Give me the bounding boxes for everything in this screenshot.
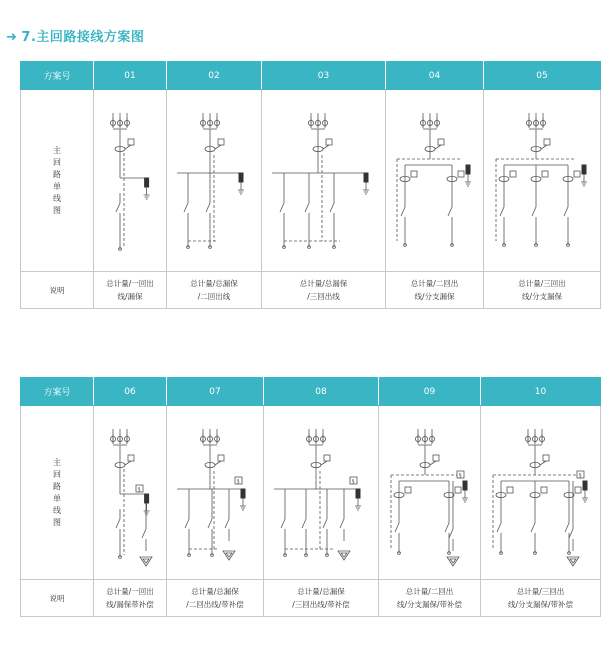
scheme-description: 总计量/三回出 线/分支漏保 [484, 272, 601, 309]
scheme-number: 01 [94, 62, 167, 90]
breaker-symbol [565, 523, 569, 532]
meter-box-symbol [324, 455, 330, 461]
wire-line [540, 461, 546, 465]
breaker-symbol [395, 523, 399, 532]
breaker-symbol [330, 203, 334, 212]
controller-glyph: § [138, 486, 141, 493]
wire-line [125, 145, 131, 149]
meter-box-symbol [218, 139, 224, 145]
single-line-diagram [381, 407, 479, 579]
breaker-symbol [302, 519, 306, 528]
breaker-symbol [225, 519, 229, 528]
scheme-number: 05 [484, 62, 601, 90]
section-heading [6, 26, 144, 45]
meter-box-symbol [405, 487, 411, 493]
breaker-symbol [142, 529, 146, 538]
capacitor-symbol [223, 551, 235, 560]
scheme-number: 06 [94, 378, 167, 406]
surge-arrester-symbol [241, 489, 245, 498]
description-row [21, 272, 601, 309]
wiring-diagram [167, 406, 264, 580]
breaker-symbol [497, 523, 501, 532]
scheme-description: 总计量/三回出 线/分支漏保/带补偿 [481, 580, 601, 617]
meter-box-symbol [433, 455, 439, 461]
scheme-number: 10 [481, 378, 601, 406]
diagram-row [21, 90, 601, 272]
breaker-symbol [184, 203, 188, 212]
meter-box-symbol [438, 139, 444, 145]
breaker-symbol [569, 529, 573, 538]
wire-line [125, 461, 131, 465]
wiring-diagram [167, 90, 262, 272]
scheme-number: 02 [167, 62, 262, 90]
scheme-description: 总计量/一回出 线/漏保带补偿 [94, 580, 167, 617]
scheme-number: 08 [264, 378, 379, 406]
meter-box-symbol [455, 487, 461, 493]
single-line-diagram [483, 407, 599, 579]
header-label: 方案号 [21, 62, 94, 90]
single-line-diagram [264, 91, 384, 271]
scheme-description: 总计量/总漏保 /三回出线 [262, 272, 386, 309]
capacitor-symbol [567, 557, 579, 566]
scheme-table-1 [20, 61, 601, 309]
meter-box-symbol [458, 171, 464, 177]
scheme-description: 总计量/二回出 线/分支漏保 [386, 272, 484, 309]
meter-box-symbol [507, 487, 513, 493]
header-row [21, 378, 601, 406]
single-line-diagram [95, 407, 165, 579]
single-line-diagram [266, 407, 376, 579]
meter-box-symbol [128, 455, 134, 461]
scheme-number: 03 [262, 62, 386, 90]
capacitor-symbol [338, 551, 350, 560]
diagram-row [21, 406, 601, 580]
surge-arrester-symbol [364, 173, 368, 182]
meter-box-symbol [326, 139, 332, 145]
capacitor-symbol [447, 557, 459, 566]
single-line-diagram [169, 407, 261, 579]
wire-line [323, 145, 329, 149]
scheme-number: 07 [167, 378, 264, 406]
meter-box-symbol [510, 171, 516, 177]
controller-glyph: § [578, 472, 581, 479]
meter-box-symbol [544, 139, 550, 145]
description-row [21, 580, 601, 617]
section-title: 7.主回路接线方案图 [21, 30, 145, 45]
breaker-symbol [206, 203, 210, 212]
scheme-number: 04 [386, 62, 484, 90]
arrow-right-icon: ➜ [6, 30, 18, 45]
breaker-symbol [116, 203, 120, 212]
meter-box-symbol [542, 171, 548, 177]
surge-arrester-symbol [356, 489, 360, 498]
meter-box-symbol [128, 139, 134, 145]
surge-arrester-symbol [466, 165, 470, 174]
scheme-description: 总计量/二回出 线/分支漏保/带补偿 [379, 580, 481, 617]
wiring-diagram [262, 90, 386, 272]
single-line-diagram [169, 91, 259, 271]
wiring-diagram [94, 90, 167, 272]
scheme-description: 总计量/总漏保 /二回出线 [167, 272, 262, 309]
controller-glyph: § [237, 478, 240, 485]
wiring-diagram [94, 406, 167, 580]
single-line-diagram [486, 91, 598, 271]
meter-box-symbol [411, 171, 417, 177]
meter-box-symbol [218, 455, 224, 461]
breaker-symbol [185, 519, 189, 528]
controller-glyph: § [458, 472, 461, 479]
breaker-symbol [280, 203, 284, 212]
surge-arrester-symbol [239, 173, 243, 182]
row-label: 说明 [21, 272, 94, 309]
breaker-symbol [445, 523, 449, 532]
wire-line [215, 461, 221, 465]
surge-arrester-symbol [583, 481, 587, 490]
breaker-symbol [281, 519, 285, 528]
scheme-description: 总计量/总漏保 /三回出线/带补偿 [264, 580, 379, 617]
wiring-diagram [386, 90, 484, 272]
meter-box-symbol [541, 487, 547, 493]
meter-box-symbol [575, 487, 581, 493]
wiring-diagram [484, 90, 601, 272]
breaker-symbol [531, 523, 535, 532]
surge-arrester-symbol [463, 481, 467, 490]
header-label: 方案号 [21, 378, 94, 406]
controller-glyph: § [352, 478, 355, 485]
wiring-diagram [481, 406, 601, 580]
single-line-diagram [95, 91, 165, 271]
scheme-number: 09 [379, 378, 481, 406]
breaker-symbol [532, 207, 536, 216]
breaker-symbol [401, 207, 405, 216]
surge-arrester-symbol [145, 178, 149, 187]
row-label: 主 回 路 单 线 图 [21, 406, 94, 580]
scheme-table-2 [20, 377, 601, 617]
header-row [21, 62, 601, 90]
meter-box-symbol [543, 455, 549, 461]
breaker-symbol [323, 519, 327, 528]
wiring-diagram [379, 406, 481, 580]
wire-line [321, 461, 327, 465]
breaker-symbol [449, 529, 453, 538]
breaker-symbol [340, 519, 344, 528]
wire-line [435, 145, 441, 149]
breaker-symbol [116, 519, 120, 528]
wire-line [215, 145, 221, 149]
scheme-description: 总计量/一回出 线/漏保 [94, 272, 167, 309]
wiring-diagram [264, 406, 379, 580]
capacitor-symbol [140, 557, 152, 566]
row-label: 说明 [21, 580, 94, 617]
breaker-symbol [448, 207, 452, 216]
breaker-symbol [305, 203, 309, 212]
breaker-symbol [208, 519, 212, 528]
breaker-symbol [564, 207, 568, 216]
scheme-description: 总计量/总漏保 /二回出线/带补偿 [167, 580, 264, 617]
meter-box-symbol [574, 171, 580, 177]
surge-arrester-symbol [582, 165, 586, 174]
surge-arrester-symbol [145, 494, 149, 503]
single-line-diagram [387, 91, 482, 271]
breaker-symbol [500, 207, 504, 216]
wire-line [430, 461, 436, 465]
wire-line [541, 145, 547, 149]
row-label: 主 回 路 单 线 图 [21, 90, 94, 272]
